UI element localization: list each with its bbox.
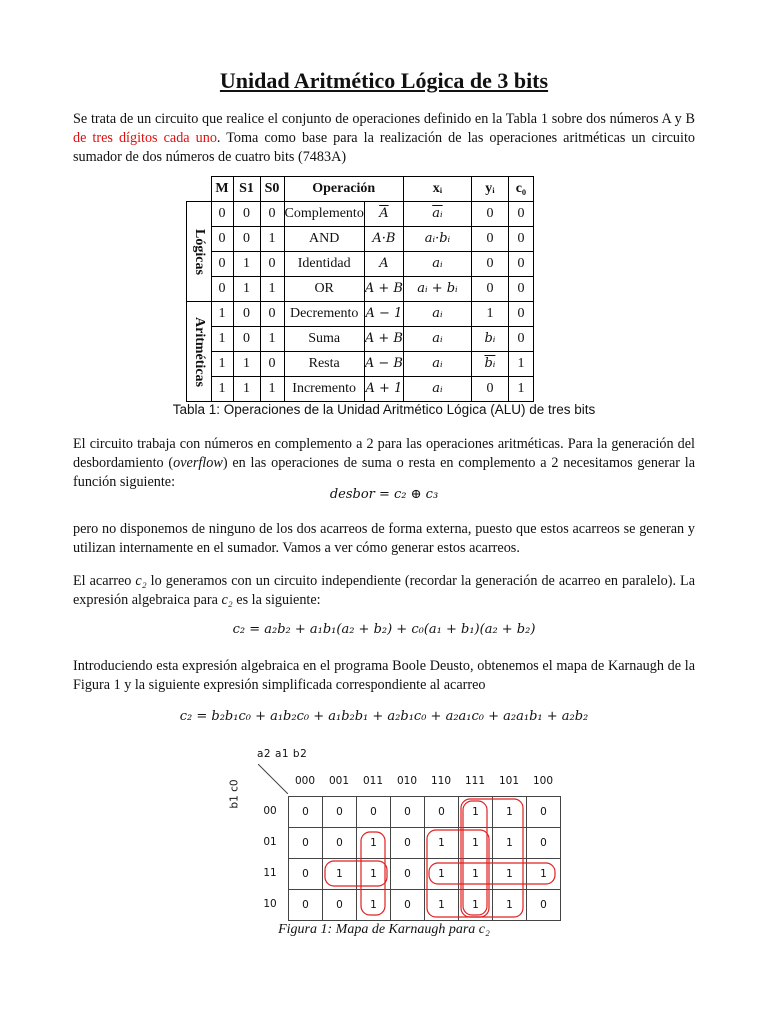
cell-y [471, 202, 508, 227]
table-row [187, 227, 534, 252]
kmap-cell: 0 [527, 828, 561, 859]
c2-symbol-b: c₂ [221, 592, 233, 608]
cell-expression [364, 302, 403, 327]
cell-x [403, 302, 471, 327]
para2-text-2: ) en las operaciones de suma o resta en complemento a 2 necesitamos generar la función siguiente: [73, 455, 696, 490]
cell-s0-value: 0 [268, 256, 276, 271]
cell-operation-value: Incremento [292, 381, 357, 396]
header-s0: S0 [260, 177, 284, 202]
kmap-cell: 0 [289, 828, 323, 859]
cell-y-value: bᵢ [484, 331, 496, 346]
cell-c0-value: 0 [517, 331, 525, 346]
kmap-row-label: 00 [263, 805, 277, 817]
cell-s1 [233, 277, 260, 302]
cell-operation-value: AND [308, 231, 340, 246]
group-aritmeticas [187, 302, 212, 402]
cell-expression [364, 202, 403, 227]
cell-operation [284, 202, 364, 227]
cell-x [403, 202, 471, 227]
table-row [187, 302, 534, 327]
c2-paragraph [73, 572, 695, 610]
overflow-term: overflow [173, 455, 223, 471]
cell-s0 [260, 277, 284, 302]
cell-m [211, 352, 233, 377]
cell-c0 [508, 327, 533, 352]
cell-c0-value: 0 [517, 281, 525, 296]
kmap-cell: 1 [493, 797, 527, 828]
cell-s1 [233, 227, 260, 252]
intro-highlight: de tres dígitos cada uno [73, 130, 217, 146]
cell-expression [364, 327, 403, 352]
header-s1: S1 [233, 177, 260, 202]
cell-expression-value: A [379, 256, 389, 271]
figure-caption [0, 922, 768, 938]
intro-text-1: Se trata de un circuito que realice el conjunto de operaciones definido en la Tabla 1 sobre dos números A y B [73, 111, 695, 127]
kmap-col-label: 110 [430, 775, 452, 787]
kmap-cell: 0 [527, 797, 561, 828]
cell-y [471, 227, 508, 252]
cell-expression [364, 352, 403, 377]
kmap-col-label: 101 [498, 775, 520, 787]
cell-m [211, 252, 233, 277]
cell-x-value: $\overline{aᵢ}$ [432, 206, 443, 221]
kmap-col-label: 100 [532, 775, 554, 787]
figure-caption-text: Figura 1: Mapa de Karnaugh para [278, 922, 479, 937]
header-operation: Operación [284, 177, 403, 202]
cell-x [403, 377, 471, 402]
cell-x [403, 252, 471, 277]
cell-c0 [508, 227, 533, 252]
cell-expression-value: $\overline{A}$ [379, 206, 389, 221]
cell-y [471, 302, 508, 327]
cell-operation [284, 252, 364, 277]
kmap-row-label: 10 [263, 898, 277, 910]
cell-m-value: 1 [218, 381, 226, 396]
desbor-formula: desbor = c₂ ⊕ c₃ [329, 487, 439, 502]
kmap-cell: 1 [459, 859, 493, 890]
cell-s1 [233, 352, 260, 377]
intro-paragraph [73, 110, 695, 167]
kmap-cell: 0 [289, 859, 323, 890]
cell-s1-value: 1 [243, 281, 250, 296]
cell-c0-value: 0 [517, 256, 525, 271]
cell-x-value: aᵢ·bᵢ [424, 231, 451, 246]
cell-c0 [508, 252, 533, 277]
cell-x-value: aᵢ [432, 331, 443, 346]
cell-c0-value: 1 [517, 356, 525, 371]
kmap-cell: 1 [425, 859, 459, 890]
table-row [187, 277, 534, 302]
operations-table [186, 176, 534, 402]
cell-s0-value: 1 [268, 231, 276, 246]
header-c0: c₀ [508, 177, 533, 202]
cell-s1 [233, 202, 260, 227]
cell-s0-value: 1 [268, 281, 276, 296]
kmap-cell: 1 [459, 828, 493, 859]
cell-m-value: 0 [218, 231, 226, 246]
cell-m-value: 0 [218, 281, 226, 296]
cell-c0 [508, 202, 533, 227]
cell-x [403, 277, 471, 302]
cell-y-value: $\overline{bᵢ}$ [484, 356, 496, 371]
table-row [187, 252, 534, 277]
cell-s1 [233, 302, 260, 327]
table-row [187, 352, 534, 377]
cell-y-value: 0 [486, 381, 494, 396]
cell-c0 [508, 377, 533, 402]
cell-y-value: 0 [486, 206, 494, 221]
figure-caption-var: c₂ [478, 922, 490, 937]
kmap-col-label: 000 [294, 775, 316, 787]
cell-s1-value: 0 [243, 231, 250, 246]
karnaugh-paragraph: Introduciendo esta expresión algebraica en el programa Boole Deusto, obtenemos el mapa de Karnaugh de la Figura 1 y la siguiente expresión simplificada correspondiente al acarreo [73, 658, 695, 693]
cell-m-value: 0 [218, 256, 226, 271]
kmap-cell: 1 [459, 890, 493, 921]
cell-x [403, 352, 471, 377]
cell-y [471, 352, 508, 377]
cell-c0-value: 0 [517, 206, 525, 221]
cell-y-value: 1 [486, 306, 494, 321]
header-x: xᵢ [403, 177, 471, 202]
kmap-cell: 1 [357, 859, 391, 890]
kmap-cell: 1 [357, 890, 391, 921]
cell-s0 [260, 227, 284, 252]
kmap-cell: 0 [391, 890, 425, 921]
kmap-cell: 1 [493, 890, 527, 921]
cell-s0 [260, 377, 284, 402]
table-row [187, 377, 534, 402]
cell-y [471, 252, 508, 277]
c2-formula: c₂ = a₂b₂ + a₁b₁(a₂ + b₂) + c₀(a₁ + b₁)(a₂ + b₂) [232, 622, 536, 637]
cell-expression [364, 377, 403, 402]
group-header-empty [187, 177, 212, 202]
cell-s1-value: 0 [243, 306, 250, 321]
kmap-col-label: 111 [464, 775, 486, 787]
cell-s0-value: 0 [268, 306, 276, 321]
kmap-cell: 0 [289, 890, 323, 921]
cell-m [211, 302, 233, 327]
cell-s1-value: 0 [243, 206, 250, 221]
table-row [187, 327, 534, 352]
kmap-cell: 1 [323, 859, 357, 890]
loop-row11-001-011 [325, 861, 387, 886]
cell-operation-value: Suma [308, 331, 341, 346]
cell-s0-value: 1 [268, 331, 276, 346]
loop-col-011 [361, 832, 385, 915]
cell-m-value: 1 [218, 306, 226, 321]
header-m: M [211, 177, 233, 202]
cell-operation-value: Complemento [284, 206, 364, 221]
cell-s1 [233, 377, 260, 402]
kmap-cell: 0 [323, 797, 357, 828]
cell-x-value: aᵢ [432, 381, 443, 396]
header-y: yᵢ [471, 177, 508, 202]
cell-operation-value: Identidad [297, 256, 351, 271]
cell-c0 [508, 277, 533, 302]
cell-expression [364, 227, 403, 252]
kmap-col-label: 010 [396, 775, 418, 787]
kmap-col-vars: a2 a1 b2 [257, 748, 308, 760]
cell-expression-value: A + 1 [365, 381, 403, 396]
kmap-cell: 0 [391, 828, 425, 859]
cell-m-value: 1 [218, 331, 226, 346]
loop-col-111 [463, 801, 487, 915]
kmap-cell: 1 [527, 859, 561, 890]
kmap-col-label: 001 [328, 775, 350, 787]
kmap-col-label: 011 [362, 775, 384, 787]
kmap-cell: 0 [289, 797, 323, 828]
simplified-formula: c₂ = b₂b₁c₀ + a₁b₂c₀ + a₁b₂b₁ + a₂b₁c₀ + a₂a₁c₀ + a₂a₁b₁ + a₂b₂ [179, 709, 589, 724]
group-logicas [187, 202, 212, 302]
cell-m-value: 0 [218, 206, 226, 221]
kmap-row-label: 11 [263, 867, 277, 879]
cell-operation-value: Resta [308, 356, 340, 371]
cell-s0-value: 1 [268, 381, 276, 396]
cell-y [471, 377, 508, 402]
kmap-cell: 0 [425, 797, 459, 828]
cell-expression [364, 252, 403, 277]
cell-x-value: aᵢ [432, 356, 443, 371]
cell-s1-value: 1 [243, 381, 250, 396]
cell-c0-value: 0 [517, 306, 525, 321]
kmap-cell: 1 [493, 859, 527, 890]
cell-expression-value: A·B [372, 231, 396, 246]
cell-operation [284, 377, 364, 402]
loop-cols-110-111 [427, 830, 489, 917]
cell-x [403, 227, 471, 252]
c2-symbol-a: c₂ [135, 573, 147, 589]
cell-s0 [260, 302, 284, 327]
cell-operation [284, 327, 364, 352]
kmap-cell: 1 [425, 828, 459, 859]
cell-expression [364, 277, 403, 302]
karnaugh-map [230, 744, 570, 929]
cell-y [471, 327, 508, 352]
kmap-cell: 0 [527, 890, 561, 921]
cell-x-value: aᵢ + bᵢ [417, 281, 458, 296]
cell-s0 [260, 202, 284, 227]
cell-s0-value: 0 [268, 206, 276, 221]
cell-s1-value: 1 [243, 356, 250, 371]
kmap-cell: 1 [425, 890, 459, 921]
cell-s0-value: 0 [268, 356, 276, 371]
cell-expression-value: A − B [364, 356, 403, 371]
kmap-groupings [230, 744, 570, 929]
cell-operation [284, 277, 364, 302]
kmap-cell: 0 [391, 859, 425, 890]
kmap-cell: 1 [459, 797, 493, 828]
kmap-cell: 1 [357, 828, 391, 859]
cell-s1-value: 1 [243, 256, 250, 271]
cell-m [211, 277, 233, 302]
cell-c0-value: 1 [517, 381, 525, 396]
cell-x-value: aᵢ [432, 306, 443, 321]
loop-row11-110-100 [429, 863, 555, 884]
cell-operation [284, 302, 364, 327]
cell-y [471, 277, 508, 302]
cell-s1-value: 0 [243, 331, 250, 346]
cell-operation-value: OR [314, 281, 334, 296]
intro-text-2: . Toma como base para la realización de las operaciones aritméticas un circuito sumador de dos números de cuatro bits (7483A) [73, 130, 695, 165]
cell-y-value: 0 [486, 281, 494, 296]
cell-m [211, 377, 233, 402]
cell-c0 [508, 302, 533, 327]
kmap-row-label: 01 [263, 836, 277, 848]
page-title: Unidad Aritmético Lógica de 3 bits [219, 68, 549, 93]
overflow-paragraph [73, 435, 695, 492]
cell-s0 [260, 352, 284, 377]
cell-s1 [233, 252, 260, 277]
cell-operation-value: Decremento [289, 306, 359, 321]
table-row [187, 202, 534, 227]
table-caption: Tabla 1: Operaciones de la Unidad Aritmético Lógica (ALU) de tres bits [172, 402, 596, 417]
cell-m [211, 202, 233, 227]
cell-expression-value: A − 1 [365, 306, 403, 321]
carry-paragraph: pero no disponemos de ninguno de los dos acarreos de forma externa, puesto que estos acarreos se generan y utilizan internamente en el sumador. Vamos a ver cómo generar estos acarreos. [73, 521, 695, 556]
cell-m [211, 327, 233, 352]
cell-x-value: aᵢ [432, 256, 443, 271]
para4-text-1: El acarreo [73, 573, 136, 589]
cell-m-value: 1 [218, 356, 226, 371]
loop-cols-111-101 [461, 799, 523, 917]
kmap-cell: 0 [323, 890, 357, 921]
group-label: Lógicas [191, 228, 207, 275]
cell-operation [284, 352, 364, 377]
cell-x [403, 327, 471, 352]
cell-s0 [260, 327, 284, 352]
cell-operation [284, 227, 364, 252]
cell-expression-value: A + B [364, 331, 403, 346]
cell-y-value: 0 [486, 231, 494, 246]
cell-c0-value: 0 [517, 231, 525, 246]
cell-m [211, 227, 233, 252]
cell-y-value: 0 [486, 256, 494, 271]
kmap-cell: 0 [391, 797, 425, 828]
cell-s0 [260, 252, 284, 277]
cell-c0 [508, 352, 533, 377]
cell-expression-value: A + B [364, 281, 403, 296]
kmap-cell: 1 [493, 828, 527, 859]
group-label: Aritméticas [191, 316, 207, 387]
para4-text-3: es la siguiente: [232, 592, 321, 608]
para2-text-1: El circuito trabaja con números en complemento a 2 para las operaciones aritméticas. Para la generación del desbordamiento ( [73, 436, 695, 471]
para4-text-2: lo generamos con un circuito independiente (recordar la generación de acarreo en paralelo). La expresión algebraica para [73, 573, 695, 608]
kmap-row-vars: b1 c0 [228, 779, 241, 809]
kmap-cell: 0 [323, 828, 357, 859]
cell-s1 [233, 327, 260, 352]
kmap-cell: 0 [357, 797, 391, 828]
